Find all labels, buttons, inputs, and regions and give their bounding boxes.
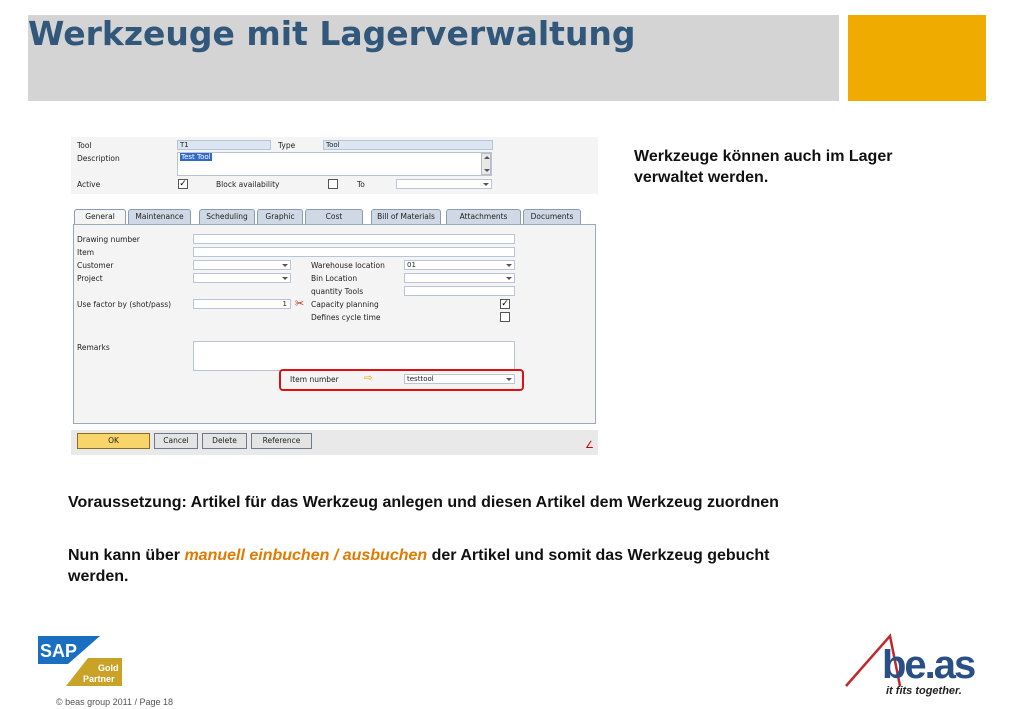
bin-location-field[interactable] — [404, 273, 515, 283]
capacity-planning-checkbox[interactable]: ✓ — [501, 299, 509, 309]
defines-cycle-time-checkbox[interactable] — [500, 312, 510, 322]
remarks-field[interactable] — [193, 341, 515, 371]
beas-logo — [842, 632, 992, 698]
footer-text: © beas group 2011 / Page 18 — [56, 697, 174, 707]
chevron-down-icon — [483, 183, 489, 186]
tab-bill-of-materials[interactable]: Bill of Materials — [371, 209, 441, 224]
defines-cycle-time-label: Defines cycle time — [311, 313, 381, 322]
drawing-number-field[interactable] — [193, 234, 515, 244]
tab-cost[interactable]: Cost — [305, 209, 363, 224]
description-value: Test Tool — [181, 153, 211, 161]
tool-field[interactable]: T1 — [177, 140, 271, 150]
quantity-tools-label: quantity Tools — [311, 287, 364, 296]
booking-text: Nun kann über manuell einbuchen / ausbuchen der Artikel und somit das Werkzeug gebucht werden. — [68, 547, 770, 585]
delete-button[interactable]: Delete — [202, 433, 247, 449]
description-label: Description — [77, 154, 120, 163]
chevron-down-icon — [506, 277, 512, 280]
item-number-field[interactable]: testtool — [404, 374, 515, 384]
sap-gold-text: Gold — [98, 663, 119, 673]
ok-button[interactable]: OK — [77, 433, 150, 449]
type-field[interactable]: Tool — [323, 140, 493, 150]
block-availability-checkbox[interactable] — [328, 179, 338, 189]
beas-logo-text: be.as — [882, 643, 975, 687]
project-label: Project — [77, 274, 103, 283]
chevron-down-icon — [506, 378, 512, 381]
active-checkbox[interactable]: ✓ — [179, 179, 187, 189]
tab-scheduling[interactable]: Scheduling — [199, 209, 255, 224]
chevron-down-icon — [506, 264, 512, 267]
customer-label: Customer — [77, 261, 114, 270]
tab-maintenance[interactable]: Maintenance — [128, 209, 191, 224]
remarks-label: Remarks — [77, 343, 110, 352]
sap-gold-partner-logo — [38, 636, 122, 686]
tab-attachments[interactable]: Attachments — [446, 209, 521, 224]
block-availability-label: Block availability — [216, 180, 280, 189]
item-number-label: Item number — [290, 375, 339, 384]
link-arrow-icon[interactable]: ⇨ — [364, 373, 373, 384]
description-scrollbar[interactable] — [481, 153, 491, 175]
slide-title: Werkzeuge mit Lagerverwaltung — [28, 14, 636, 53]
warehouse-location-field[interactable]: 01 — [404, 260, 515, 270]
prerequisite-text: Voraussetzung: Artikel für das Werkzeug anlegen und diesen Artikel dem Werkzeug zuordnen — [68, 494, 779, 511]
to-field[interactable] — [396, 179, 492, 189]
accent-block — [848, 15, 986, 101]
customer-field[interactable] — [193, 260, 291, 270]
project-field[interactable] — [193, 273, 291, 283]
sap-logo-text: SAP — [40, 641, 78, 661]
sap-partner-text: Partner — [83, 674, 115, 684]
tab-general[interactable]: General — [74, 209, 126, 225]
tool-label: Tool — [77, 141, 92, 150]
description-field[interactable] — [177, 152, 492, 176]
side-note: Werkzeuge können auch im Lager verwaltet werden. — [634, 148, 893, 186]
resize-grip-icon[interactable]: ∠ — [585, 440, 594, 451]
item-field[interactable] — [193, 247, 515, 257]
tab-documents[interactable]: Documents — [523, 209, 581, 224]
active-label: Active — [77, 180, 101, 189]
quantity-tools-field[interactable] — [404, 286, 515, 296]
tab-graphic[interactable]: Graphic — [257, 209, 303, 224]
tool-master-data-window — [71, 137, 598, 455]
drawing-number-label: Drawing number — [77, 235, 140, 244]
capacity-planning-label: Capacity planning — [311, 300, 379, 309]
chevron-down-icon — [282, 264, 288, 267]
type-label: Type — [278, 141, 296, 150]
chevron-down-icon — [282, 277, 288, 280]
beas-tagline: it fits together. — [886, 685, 962, 697]
use-factor-field[interactable]: 1 — [193, 299, 291, 309]
use-factor-label: Use factor by (shot/pass) — [77, 300, 172, 309]
booking-highlight: manuell einbuchen / ausbuchen — [184, 547, 428, 564]
button-bar — [71, 430, 598, 455]
to-label: To — [357, 180, 365, 189]
tools-icon: ✂ — [295, 297, 305, 310]
item-label: Item — [77, 248, 95, 257]
warehouse-location-label: Warehouse location — [311, 261, 385, 270]
tab-bar — [71, 209, 598, 225]
bin-location-label: Bin Location — [311, 274, 358, 283]
reference-button[interactable]: Reference — [251, 433, 312, 449]
cancel-button[interactable]: Cancel — [154, 433, 198, 449]
